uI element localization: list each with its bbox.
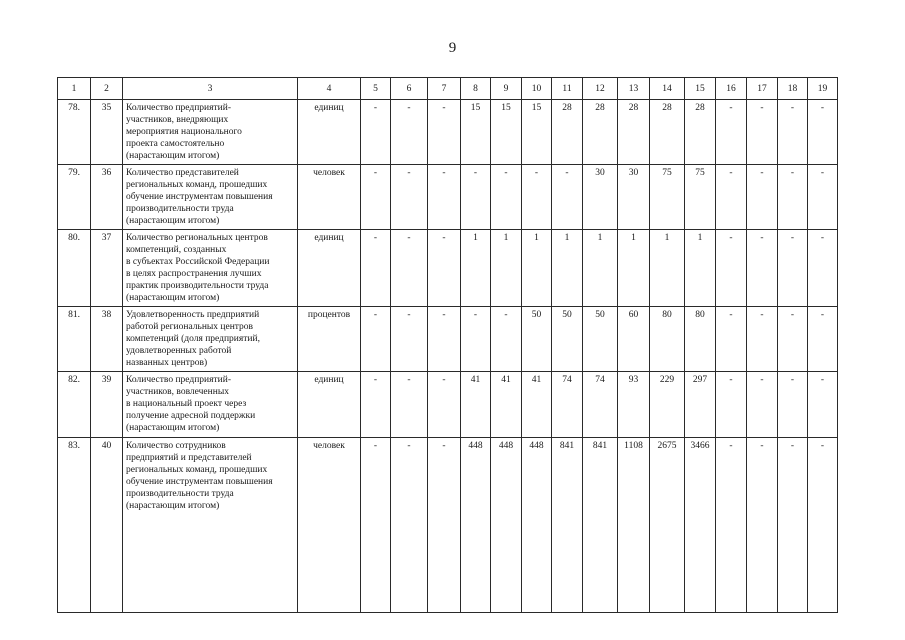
value-cell: -	[747, 100, 778, 165]
description-line: компетенций (доля предприятий,	[126, 334, 260, 344]
value-cell: -	[428, 438, 461, 613]
page-number: 9	[448, 40, 457, 56]
value-cell: -	[716, 307, 747, 372]
table-row	[58, 438, 838, 613]
value-cell: 841	[552, 438, 583, 613]
value-cell: -	[808, 100, 838, 165]
value-cell: 75	[685, 165, 716, 230]
column-header: 9	[491, 78, 522, 100]
value-cell: 75	[650, 165, 685, 230]
column-header: 10	[522, 78, 552, 100]
value-cell: 50	[522, 307, 552, 372]
description-line: Количество представителей	[126, 168, 239, 178]
indicator-index: 37	[91, 230, 123, 307]
value-cell: -	[716, 100, 747, 165]
value-cell: -	[391, 100, 428, 165]
value-cell: 74	[583, 372, 618, 438]
description-line: компетенций, созданных	[126, 245, 227, 255]
value-cell: 15	[522, 100, 552, 165]
row-number: 78.	[58, 100, 91, 165]
value-cell: -	[461, 307, 491, 372]
description-line: участников, вовлеченных	[126, 387, 229, 397]
value-cell: -	[747, 372, 778, 438]
column-header: 5	[361, 78, 391, 100]
value-cell: -	[428, 165, 461, 230]
indicator-index: 39	[91, 372, 123, 438]
column-header: 3	[123, 78, 298, 100]
value-cell: 28	[552, 100, 583, 165]
value-cell: -	[778, 372, 808, 438]
description-line: проекта самостоятельно	[126, 139, 225, 149]
value-cell: -	[361, 372, 391, 438]
description-line: в субъектах Российской Федерации	[126, 257, 270, 267]
value-cell: 1	[685, 230, 716, 307]
value-cell: -	[778, 100, 808, 165]
table-row	[58, 165, 838, 230]
description-line: (нарастающим итогом)	[126, 423, 220, 433]
value-cell: 50	[552, 307, 583, 372]
value-cell: -	[747, 165, 778, 230]
value-cell: 50	[583, 307, 618, 372]
row-number: 81.	[58, 307, 91, 372]
value-cell: -	[778, 307, 808, 372]
value-cell: -	[808, 230, 838, 307]
value-cell: -	[522, 165, 552, 230]
indicator-description	[123, 165, 298, 230]
value-cell: -	[391, 372, 428, 438]
value-cell: 80	[685, 307, 716, 372]
indicator-index: 40	[91, 438, 123, 613]
description-line: Количество предприятий-	[126, 103, 231, 113]
description-line: производительности труда	[126, 489, 234, 499]
value-cell: -	[747, 438, 778, 613]
column-header: 16	[716, 78, 747, 100]
unit-of-measure: единиц	[298, 230, 361, 307]
value-cell: -	[552, 165, 583, 230]
value-cell: -	[808, 372, 838, 438]
description-line: обучение инструментам повышения	[126, 192, 273, 202]
value-cell: -	[808, 165, 838, 230]
description-line: работой региональных центров	[126, 322, 254, 332]
value-cell: -	[361, 165, 391, 230]
column-header: 18	[778, 78, 808, 100]
description-line: Количество предприятий-	[126, 375, 231, 385]
column-header: 17	[747, 78, 778, 100]
description-line: в национальный проект через	[126, 399, 247, 409]
description-line: участников, внедряющих	[126, 115, 229, 125]
column-header: 11	[552, 78, 583, 100]
value-cell: -	[428, 230, 461, 307]
description-line: (нарастающим итогом)	[126, 216, 220, 226]
value-cell: 1	[618, 230, 650, 307]
description-line: в целях распространения лучших	[126, 269, 262, 279]
unit-of-measure: единиц	[298, 372, 361, 438]
value-cell: 841	[583, 438, 618, 613]
value-cell: -	[361, 100, 391, 165]
row-number: 80.	[58, 230, 91, 307]
value-cell: 80	[650, 307, 685, 372]
description-line: (нарастающим итогом)	[126, 501, 220, 511]
value-cell: 30	[618, 165, 650, 230]
value-cell: -	[428, 307, 461, 372]
unit-of-measure: единиц	[298, 100, 361, 165]
value-cell: -	[808, 438, 838, 613]
value-cell: -	[491, 307, 522, 372]
table-row	[58, 100, 838, 165]
value-cell: -	[361, 438, 391, 613]
value-cell: -	[778, 438, 808, 613]
value-cell: 74	[552, 372, 583, 438]
value-cell: 229	[650, 372, 685, 438]
value-cell: -	[716, 438, 747, 613]
indicator-description	[123, 230, 298, 307]
unit-of-measure: человек	[298, 438, 361, 613]
description-line: обучение инструментам повышения	[126, 477, 273, 487]
value-cell: 2675	[650, 438, 685, 613]
value-cell: -	[428, 372, 461, 438]
value-cell: 3466	[685, 438, 716, 613]
description-line: (нарастающим итогом)	[126, 293, 220, 303]
column-header: 15	[685, 78, 716, 100]
description-line: практик производительности труда	[126, 281, 269, 291]
value-cell: -	[778, 230, 808, 307]
value-cell: -	[716, 165, 747, 230]
value-cell: 297	[685, 372, 716, 438]
indicator-description	[123, 438, 298, 613]
value-cell: 1	[552, 230, 583, 307]
value-cell: 1	[522, 230, 552, 307]
table-row	[58, 230, 838, 307]
value-cell: -	[747, 307, 778, 372]
description-line: мероприятия национального	[126, 127, 242, 137]
value-cell: 15	[461, 100, 491, 165]
value-cell: -	[361, 307, 391, 372]
unit-of-measure: человек	[298, 165, 361, 230]
description-line: названных центров)	[126, 358, 208, 368]
value-cell: -	[391, 165, 428, 230]
description-line: (нарастающим итогом)	[126, 151, 220, 161]
value-cell: 28	[618, 100, 650, 165]
column-header: 2	[91, 78, 123, 100]
description-line: производительности труда	[126, 204, 234, 214]
value-cell: 30	[583, 165, 618, 230]
value-cell: -	[716, 230, 747, 307]
value-cell: 60	[618, 307, 650, 372]
value-cell: 15	[491, 100, 522, 165]
column-header: 4	[298, 78, 361, 100]
value-cell: 93	[618, 372, 650, 438]
value-cell: -	[747, 230, 778, 307]
value-cell: 1	[650, 230, 685, 307]
value-cell: 28	[583, 100, 618, 165]
value-cell: 41	[522, 372, 552, 438]
description-line: Количество региональных центров	[126, 233, 268, 243]
value-cell: -	[808, 307, 838, 372]
indicator-description	[123, 307, 298, 372]
description-line: региональных команд, прошедших	[126, 465, 268, 475]
value-cell: 1	[491, 230, 522, 307]
indicator-description	[123, 372, 298, 438]
value-cell: 1108	[618, 438, 650, 613]
description-line: Удовлетворенность предприятий	[126, 310, 260, 320]
indicators-table	[57, 77, 838, 613]
value-cell: 1	[461, 230, 491, 307]
value-cell: -	[491, 165, 522, 230]
unit-of-measure: процентов	[298, 307, 361, 372]
indicator-index: 36	[91, 165, 123, 230]
row-number: 79.	[58, 165, 91, 230]
column-header: 8	[461, 78, 491, 100]
value-cell: -	[778, 165, 808, 230]
value-cell: 448	[522, 438, 552, 613]
column-header: 7	[428, 78, 461, 100]
table-row	[58, 372, 838, 438]
value-cell: 41	[491, 372, 522, 438]
indicator-index: 38	[91, 307, 123, 372]
value-cell: 28	[685, 100, 716, 165]
value-cell: 1	[583, 230, 618, 307]
row-number: 82.	[58, 372, 91, 438]
value-cell: -	[391, 230, 428, 307]
column-header: 13	[618, 78, 650, 100]
column-header: 19	[808, 78, 838, 100]
column-header: 12	[583, 78, 618, 100]
description-line: предприятий и представителей	[126, 453, 252, 463]
value-cell: -	[361, 230, 391, 307]
row-number: 83.	[58, 438, 91, 613]
description-line: региональных команд, прошедших	[126, 180, 268, 190]
indicator-index: 35	[91, 100, 123, 165]
value-cell: -	[391, 307, 428, 372]
value-cell: -	[391, 438, 428, 613]
column-header: 6	[391, 78, 428, 100]
header-row	[58, 78, 838, 100]
indicator-description	[123, 100, 298, 165]
description-line: удовлетворенных работой	[126, 346, 232, 356]
value-cell: -	[716, 372, 747, 438]
value-cell: 448	[491, 438, 522, 613]
value-cell: 448	[461, 438, 491, 613]
description-line: получение адресной поддержки	[126, 411, 256, 421]
value-cell: 41	[461, 372, 491, 438]
value-cell: 28	[650, 100, 685, 165]
value-cell: -	[428, 100, 461, 165]
value-cell: -	[461, 165, 491, 230]
column-header: 14	[650, 78, 685, 100]
description-line: Количество сотрудников	[126, 441, 226, 451]
table-row	[58, 307, 838, 372]
column-header: 1	[58, 78, 91, 100]
